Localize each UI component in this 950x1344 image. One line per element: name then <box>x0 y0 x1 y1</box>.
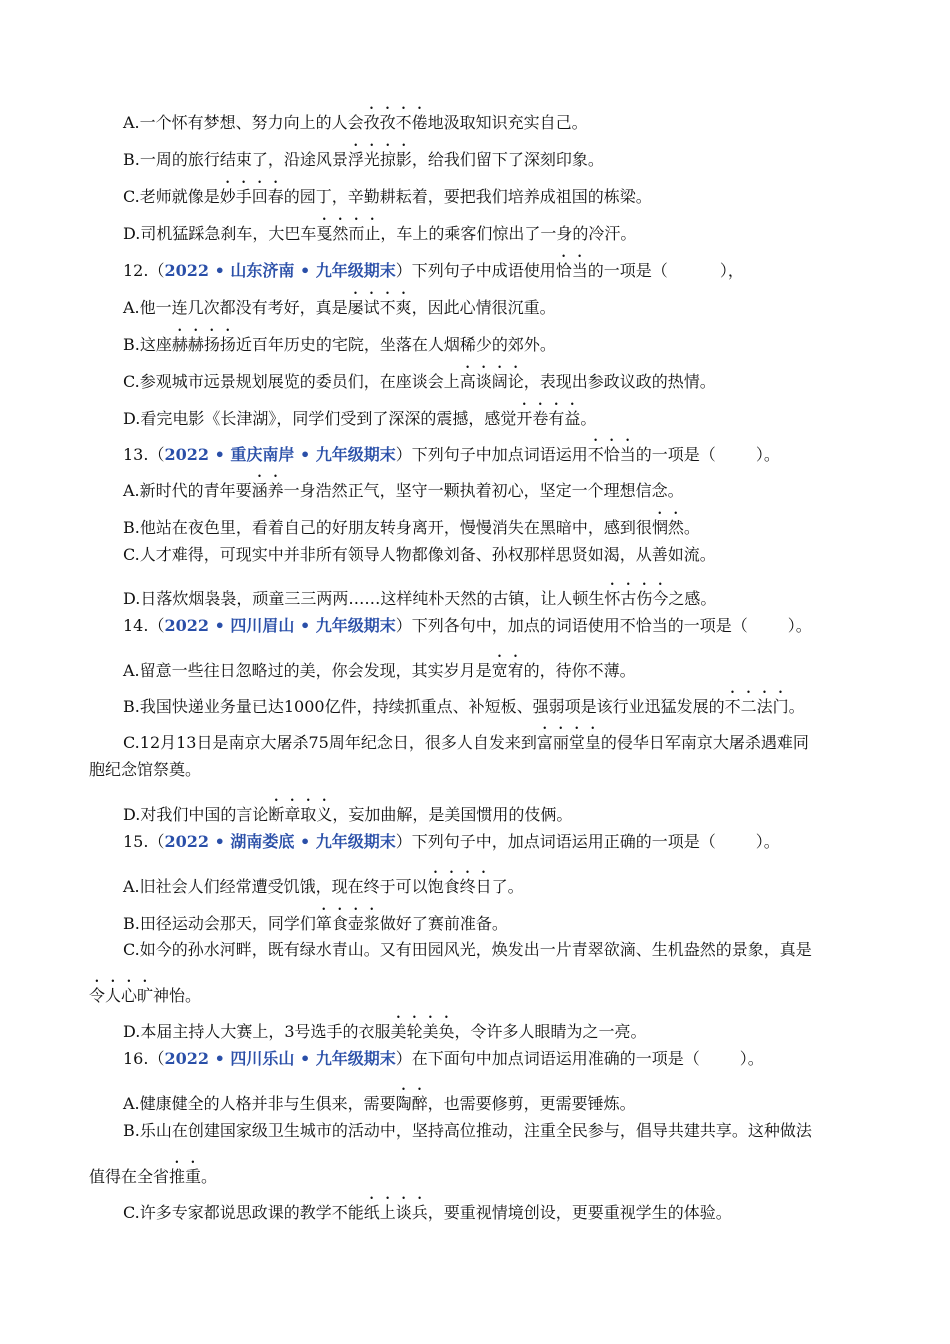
text-segment: D.本届主持人大赛上，3号选手的衣服 <box>123 1022 391 1041</box>
emphasized-word: 开卷有益 <box>516 409 581 428</box>
question-12-stem: 12.（2022 • 山东济南 • 九年级期末）下列句子中成语使用恰当的一项是（ ）， <box>123 261 744 280</box>
text-segment: 的园丁，辛勤耕耘着，要把我们培养成祖国的栋梁。 <box>283 187 652 206</box>
text-segment: 下列各句中，加点的词语使用不恰当的一项是（ <box>411 616 748 635</box>
text-segment: 的一项是（ <box>635 445 716 464</box>
emphasized-word: 戛然而止 <box>316 224 381 243</box>
option-c <box>0 178 950 206</box>
emphasized-word: 恰当 <box>555 261 588 280</box>
option-b <box>0 141 950 169</box>
text-segment: A.留意一些往日忽略过的美，你会发现，其实岁月是 <box>123 661 492 680</box>
emphasized-word: 箪食壶浆 <box>315 914 380 933</box>
option-c-continued <box>0 760 950 782</box>
text-segment: B.田径运动会那天，同学们 <box>123 914 316 933</box>
emphasized-word: 妙手回春 <box>219 187 284 206</box>
text-segment: C.老师就像是 <box>123 187 220 206</box>
text-segment: ）。 <box>739 1049 764 1068</box>
question-14-stem: 14.（2022 • 四川眉山 • 九年级期末）下列各句中，加点的词语使用不恰当的一项是（ ）。 <box>123 616 812 635</box>
option-b <box>0 905 950 933</box>
text-segment: 在下面句中加点词语运用准确的一项是（ <box>411 1049 700 1068</box>
text-segment: ，也需要修剪，更需要锤炼。 <box>427 1094 636 1113</box>
text-segment: B.一周的旅行结束了，沿途风景 <box>123 150 348 169</box>
text-segment: A.他一连几次都没有考好，真是 <box>123 298 348 317</box>
text-segment: ，因此心情很沉重。 <box>411 298 556 317</box>
option-b <box>0 509 950 537</box>
emphasized-word: 推重 <box>169 1167 202 1186</box>
text-segment: 一身浩然正气，坚守一颗执着初心，坚定一个理想信念。 <box>283 481 684 500</box>
option-d <box>0 1013 950 1041</box>
option-b <box>0 1121 950 1143</box>
option-a <box>0 104 950 132</box>
question-source: 2022 • 四川眉山 • 九年级期末 <box>164 616 396 635</box>
text-segment: ）。 <box>755 445 780 464</box>
text-segment: D.日落炊烟袅袅，顽童三三两两……这样纯朴天然的古镇，让人顿生 <box>123 589 605 608</box>
text-segment: ）。 <box>755 832 780 851</box>
text-segment: 做好了赛前准备。 <box>379 914 508 933</box>
option-c <box>0 363 950 391</box>
text-segment: D.看完电影《长津湖》，同学们受到了深深的震撼，感觉 <box>123 409 517 428</box>
text-segment: 的一项是（ <box>587 261 668 280</box>
emphasized-word: 高谈阔论 <box>459 372 524 391</box>
text-segment: A.一个怀有梦想、努力向上的人会 <box>123 113 364 132</box>
option-c <box>0 724 950 752</box>
text-segment: C.人才难得，可现实中并非所有领导人物都像刘备、孙权那样思贤如渴，从善如流。 <box>123 545 716 564</box>
emphasized-word: 富丽堂皇 <box>536 733 601 752</box>
text-segment: 下列句子中成语使用 <box>411 261 556 280</box>
option-c <box>0 940 950 962</box>
question-number: 15. <box>123 832 149 851</box>
emphasized-word: 断章取义 <box>268 805 333 824</box>
emphasized-word: 惘然 <box>651 518 684 537</box>
option-d <box>0 215 950 243</box>
emphasized-word: 不恰当 <box>587 445 636 464</box>
emphasized-word: 孜孜不倦 <box>363 113 428 132</box>
text-segment: C.12月13日是南京大屠杀75周年纪念日，很多人自发来到 <box>123 733 537 752</box>
option-a <box>0 868 950 896</box>
emphasized-word: 浮光掠影 <box>347 150 412 169</box>
text-segment: 。 <box>683 518 700 537</box>
text-segment: B.他站在夜色里，看着自己的好朋友转身离开，慢慢消失在黑暗中，感到很 <box>123 518 652 537</box>
text-segment: 地汲取知识充实自己。 <box>427 113 588 132</box>
question-source: 2022 • 山东济南 • 九年级期末 <box>164 261 396 280</box>
option-c-continued <box>0 977 950 1005</box>
emphasized-word: 令人心旷 <box>89 986 154 1005</box>
text-segment: ，车上的乘客们惊出了一身的冷汗。 <box>380 224 637 243</box>
text-segment: 的侵华日军南京大屠杀遇难同 <box>600 733 809 752</box>
text-segment: 的，待你不薄。 <box>523 661 636 680</box>
emphasized-word: 纸上谈兵 <box>363 1203 428 1222</box>
text-segment: 近百年历史的宅院，坐落在人烟稀少的郊外。 <box>235 335 556 354</box>
question-16-stem: 16.（2022 • 四川乐山 • 九年级期末）在下面句中加点词语运用准确的一项是（ ）。 <box>123 1049 764 1068</box>
text-segment: ）。 <box>787 616 812 635</box>
text-segment: 下列句子中加点词语运用 <box>411 445 588 464</box>
text-segment: 下列句子中，加点词语运用正确的一项是（ <box>411 832 716 851</box>
emphasized-word: 美轮美奂 <box>390 1022 455 1041</box>
option-d <box>0 400 950 428</box>
option-d <box>0 580 950 608</box>
option-b <box>0 326 950 354</box>
emphasized-word: 怀古伤今 <box>604 589 669 608</box>
option-b-continued <box>0 1158 950 1186</box>
text-segment: A.新时代的青年要 <box>123 481 252 500</box>
question-number: 14. <box>123 616 149 635</box>
text-segment: ，令许多人眼睛为之一亮。 <box>454 1022 647 1041</box>
question-13-stem: 13.（2022 • 重庆南岸 • 九年级期末）下列句子中加点词语运用不恰当的一项是（ ）。 <box>123 445 780 464</box>
text-segment: ，妄加曲解，是美国惯用的伎俩。 <box>332 805 573 824</box>
text-segment: 。 <box>580 409 597 428</box>
text-segment: C.参观城市远景规划展览的委员们，在座谈会上 <box>123 372 460 391</box>
text-segment: C.许多专家都说思政课的教学不能 <box>123 1203 364 1222</box>
text-segment: 神怡。 <box>153 986 202 1005</box>
emphasized-word: 屡试不爽 <box>347 298 412 317</box>
question-number: 12. <box>123 261 149 280</box>
text-segment: A.旧社会人们经常遭受饥饿，现在终于可以 <box>123 877 428 896</box>
question-source: 2022 • 四川乐山 • 九年级期末 <box>164 1049 396 1068</box>
option-a <box>0 1085 950 1113</box>
text-segment: D.司机猛踩急刹车，大巴车 <box>123 224 317 243</box>
text-segment: A.健康健全的人格并非与生俱来，需要 <box>123 1094 396 1113</box>
text-segment: ）， <box>719 261 744 280</box>
question-source: 2022 • 湖南娄底 • 九年级期末 <box>164 832 396 851</box>
text-segment: C.如今的孙水河畔，既有绿水青山。又有田园风光，焕发出一片青翠欲滴、生机盎然的景象，真是 <box>123 940 812 959</box>
text-segment: ，要重视情境创设，更要重视学生的体验。 <box>427 1203 732 1222</box>
text-segment: ，给我们留下了深刻印象。 <box>411 150 604 169</box>
emphasized-word: 赫赫扬扬 <box>171 335 236 354</box>
text-segment: 之感。 <box>668 589 717 608</box>
option-a <box>0 652 950 680</box>
text-segment: 。 <box>788 697 805 716</box>
option-c <box>0 1194 950 1222</box>
option-a <box>0 289 950 317</box>
emphasized-word: 不二法门 <box>724 697 789 716</box>
option-a <box>0 472 950 500</box>
text-segment: 了。 <box>491 877 524 896</box>
text-segment: 值得在全省 <box>89 1167 170 1186</box>
emphasized-word: 陶醉 <box>395 1094 428 1113</box>
option-c <box>0 545 950 567</box>
text-segment: ，表现出参政议政的热情。 <box>523 372 716 391</box>
question-15-stem: 15.（2022 • 湖南娄底 • 九年级期末）下列句子中，加点词语运用正确的一项是（ ）。 <box>123 832 780 851</box>
emphasized-word: 宽宥 <box>491 661 524 680</box>
question-source: 2022 • 重庆南岸 • 九年级期末 <box>164 445 396 464</box>
text-segment: 胞纪念馆祭奠。 <box>89 760 202 779</box>
option-b <box>0 688 950 716</box>
option-d <box>0 796 950 824</box>
text-segment: B.这座 <box>123 335 172 354</box>
emphasized-word: 饱食终日 <box>427 877 492 896</box>
text-segment: B.我国快递业务量已达1000亿件，持续抓重点、补短板、强弱项是该行业迅猛发展的 <box>123 697 725 716</box>
question-number: 16. <box>123 1049 149 1068</box>
question-number: 13. <box>123 445 149 464</box>
text-segment: 。 <box>201 1167 218 1186</box>
text-segment: B.乐山在创建国家级卫生城市的活动中，坚持高位推动，注重全民参与，倡导共建共享。这种做法 <box>123 1121 812 1140</box>
text-segment: D.对我们中国的言论 <box>123 805 269 824</box>
emphasized-word: 涵养 <box>251 481 284 500</box>
